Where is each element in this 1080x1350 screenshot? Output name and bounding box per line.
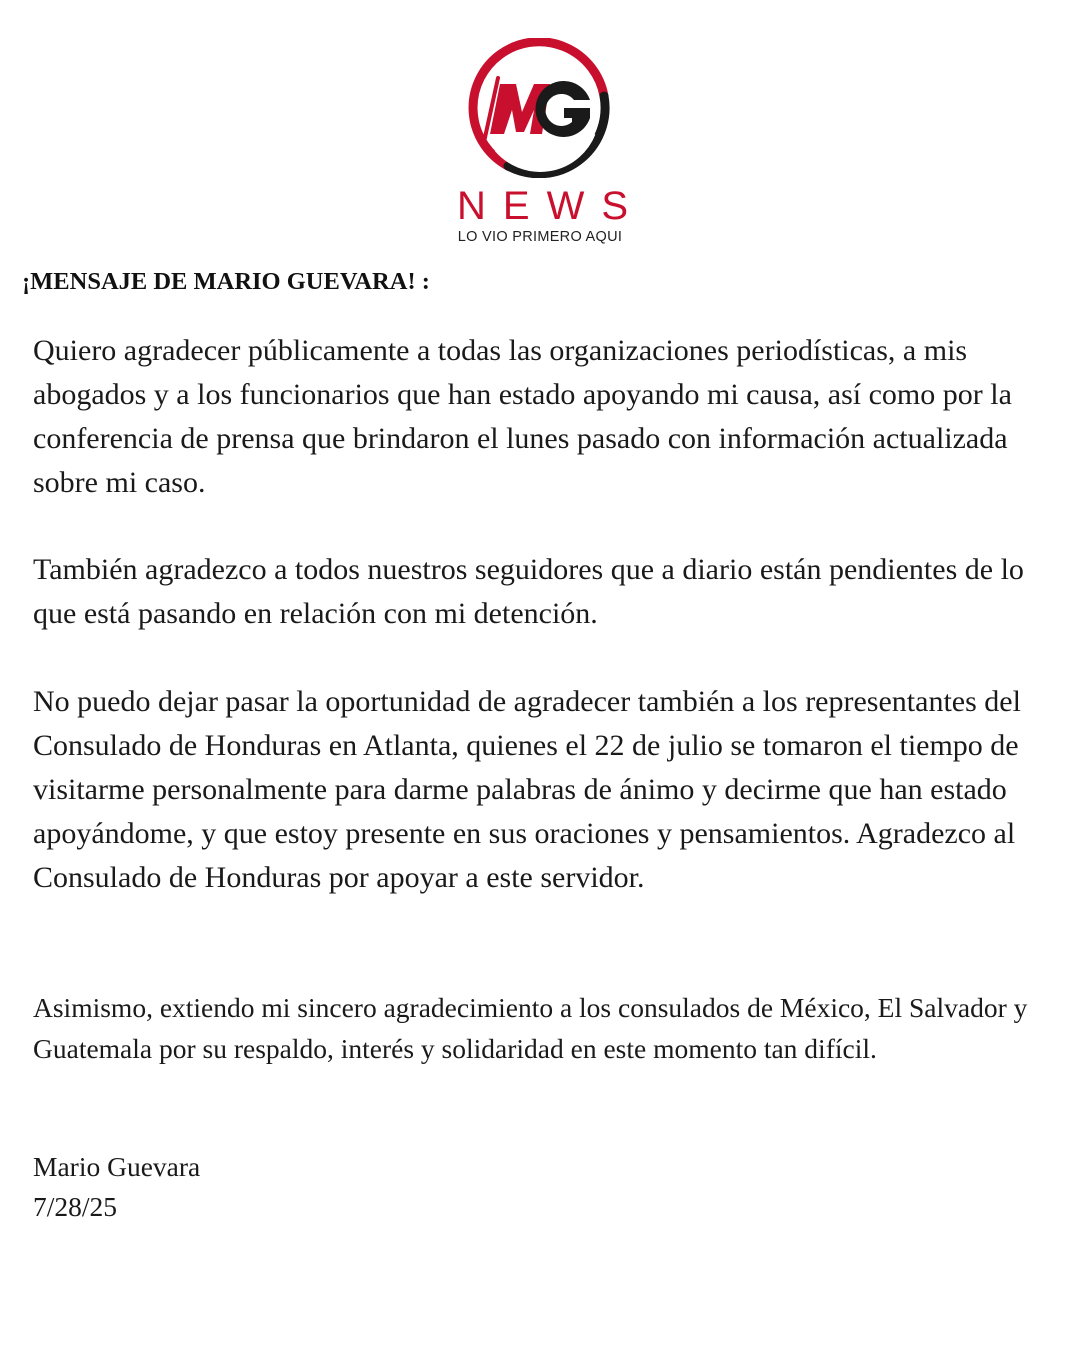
mg-news-logo bbox=[440, 38, 645, 250]
message-paragraph-4: Asimismo, extiendo mi sincero agradecimiento a los consulados de México, El Salvador y Guatemala por su respaldo, interés y solidaridad en este momento tan difícil. bbox=[33, 992, 1028, 1064]
message-paragraph-3: No puedo dejar pasar la oportunidad de agradecer también a los representantes del Consulado de Honduras en Atlanta, quienes el 22 de julio se tomaron el tiempo de visitarme personalmente para darme palabras de ánimo y decirme que han estado apoyándome, y que estoy presente en sus oraciones y pensamientos. Agradezco al Consulado de Honduras por apoyar a este servidor. bbox=[33, 685, 1021, 894]
logo-brand-name: NEWS bbox=[457, 184, 645, 228]
message-heading: ¡MENSAJE DE MARIO GUEVARA! : bbox=[22, 268, 430, 295]
logo-tagline: LO VIO PRIMERO AQUI bbox=[457, 229, 623, 245]
message-paragraph-2: También agradezco a todos nuestros seguidores que a diario están pendientes de lo que está pasando en relación con mi detención. bbox=[33, 553, 1024, 630]
signature-name: Mario Guevara bbox=[33, 1151, 201, 1182]
signature-date: 7/28/25 bbox=[33, 1191, 118, 1222]
message-paragraph-1: Quiero agradecer públicamente a todas las organizaciones periodísticas, a mis abogados y a los funcionarios que han estado apoyando mi causa, así como por la conferencia de prensa que brindaron el lunes pasado con información actualizada sobre mi caso. bbox=[33, 334, 1012, 499]
mg-emblem-icon bbox=[468, 38, 612, 178]
